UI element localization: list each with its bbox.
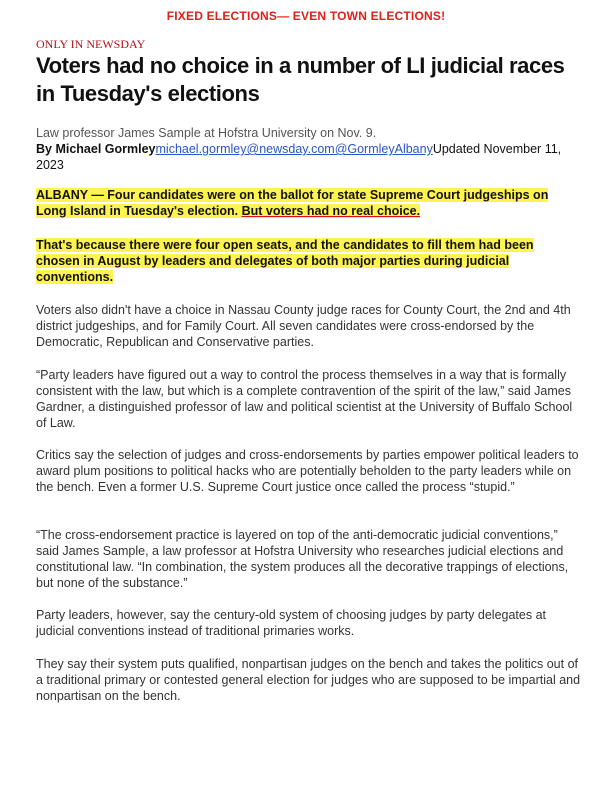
updated-date: Updated November 11, 2023 <box>36 142 562 172</box>
lead-paragraph-2 <box>36 237 556 285</box>
body-paragraph: They say their system puts qualified, nonpartisan judges on the bench and takes the politics out of a traditional primary or contested general election for judges who are supposed to be impartial and nonpartisan on the bench. <box>36 657 581 703</box>
byline <box>36 141 581 173</box>
author-email-link[interactable]: michael.gormley@newsday.com <box>155 142 335 156</box>
body-paragraph: Critics say the selection of judges and cross-endorsements by parties empower political leaders to award plum positions to political hacks who are potentially beholden to the party leaders while on the bench. Even a former U.S. Supreme Court justice once called the process “stupid.” <box>36 448 579 494</box>
article-headline: Voters had no choice in a number of LI judicial races in Tuesday's elections <box>36 53 565 106</box>
lead-text: ALBANY — Four candidates were on the ballot for state Supreme Court judgeships on Long Island in Tuesday's election. <box>36 188 549 218</box>
body-paragraph: Voters also didn't have a choice in Nassau County judge races for County Court, the 2nd and 4th district judgeships, and for Family Court. All seven candidates were cross-endorsed by the Democratic, Republican and Conservative parties. <box>36 303 571 349</box>
lead2-text: That's because there were four open seats, and the candidates to fill them had been chosen in August by leaders and delegates of both major parties during judicial conventions. <box>36 238 534 284</box>
author-handle-link[interactable]: @GormleyAlbany <box>334 142 433 156</box>
body-paragraph: Party leaders, however, say the century-old system of choosing judges by party delegates at judicial conventions instead of traditional primaries works. <box>36 608 546 638</box>
lead-paragraph <box>36 187 556 219</box>
author-name: By Michael Gormley <box>36 142 156 156</box>
section-kicker: ONLY IN NEWSDAY <box>36 37 146 51</box>
lead-emphasis: But voters had no real choice. <box>241 204 421 218</box>
body-paragraph: “The cross-endorsement practice is layered on top of the anti-democratic judicial conventions,” said James Sample, a law professor at Hofstra University who researches judicial elections and constitutional law. “In combination, the system produces all the decorative trappings of elections, but none of the substance.” <box>36 528 569 590</box>
photo-caption: Law professor James Sample at Hofstra University on Nov. 9. <box>36 126 377 140</box>
body-paragraph: “Party leaders have figured out a way to control the process themselves in a way that is formally consistent with the law, but which is a complete contravention of the spirit of the law,” said James Gardner, a distinguished professor of law and political scientist at the University of Buffalo School of Law. <box>36 368 573 430</box>
banner-title: FIXED ELECTIONS— EVEN TOWN ELECTIONS! <box>166 9 446 23</box>
